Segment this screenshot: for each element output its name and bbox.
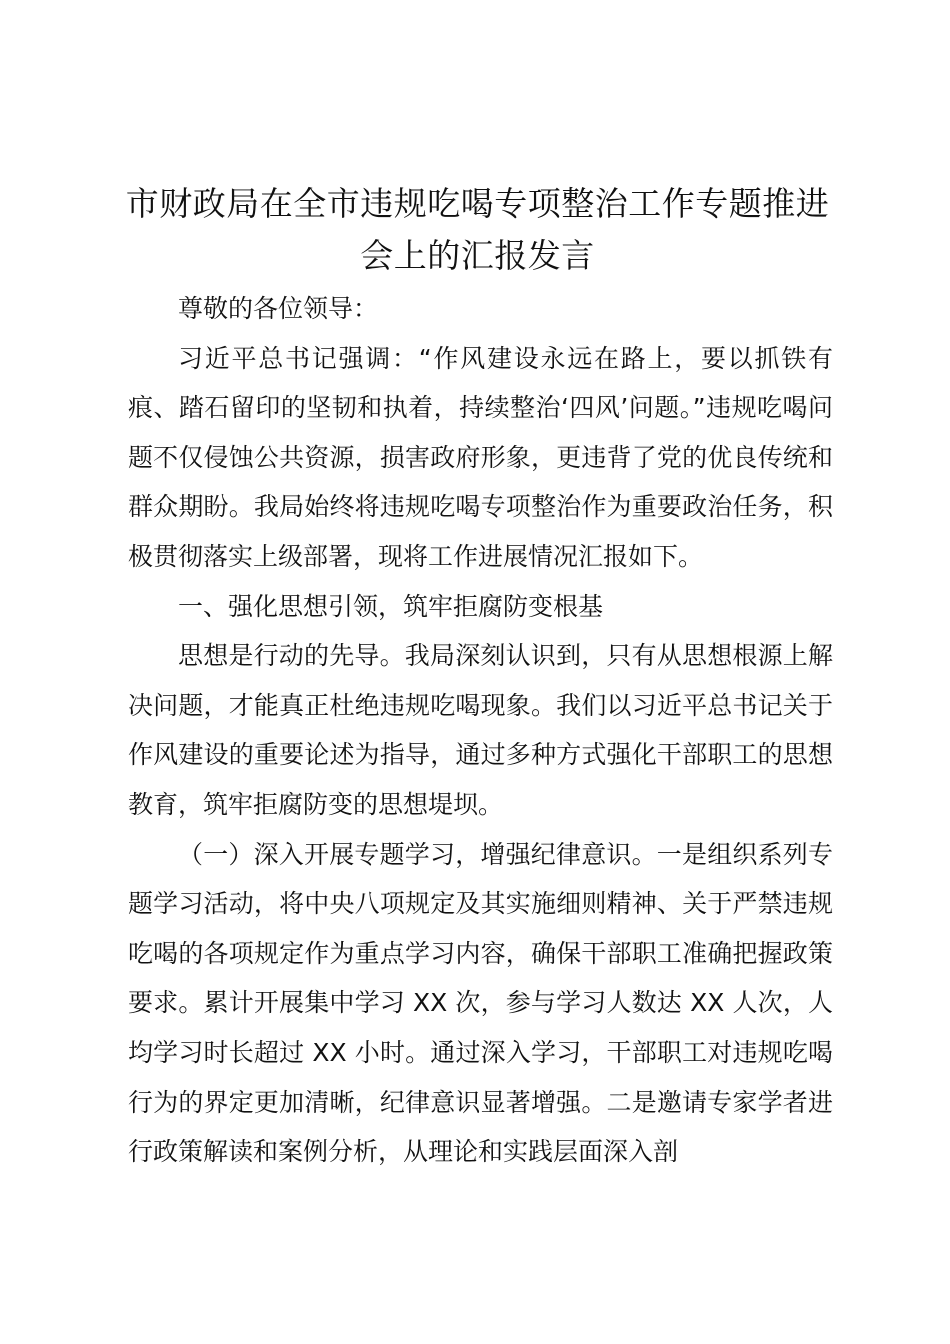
intro-paragraph: 习近平总书记强调：“作风建设永远在路上，要以抓铁有痕、踏石留印的坚韧和执着，持续整治‘四风’问题。”违规吃喝问题不仅侵蚀公共资源，损害政府形象，更违背了党的优良传统和群众期盼。我局始终将违规吃喝专项整治作为重要政治任务，积极贯彻落实上级部署，现将工作进展情况汇报如下。 (128, 343, 833, 571)
document-body (128, 284, 833, 1177)
section-heading: 一、强化思想引领，筑牢拒腐防变根基 (178, 591, 604, 621)
section-paragraph: 思想是行动的先导。我局深刻认识到，只有从思想根源上解决问题，才能真正杜绝违规吃喝现象。我们以习近平总书记关于作风建设的重要论述为指导，通过多种方式强化干部职工的思想教育，筑牢拒腐防变的思想堤坝。 (128, 641, 833, 819)
document-title: 市财政局在全市违规吃喝专项整治工作专题推进会上的汇报发言 (125, 184, 830, 275)
salutation: 尊敬的各位领导： (178, 294, 379, 323)
subsection-paragraph: （一）深入开展专题学习，增强纪律意识。一是组织系列专题学习活动，将中央八项规定及其实施细则精神、关于严禁违规吃喝的各项规定作为重点学习内容，确保干部职工准确把握政策要求。累计开展集中学习 XX 次，参与学习人数达 XX 人次，人均学习时长超过 XX 小时。通过深入学习，干部职工对违规吃喝行为的界定更加清晰，纪律意识显著增强。二是邀请专家学者进行政策解读和案例分析，从理论和实践层面深入剖 (128, 839, 833, 1167)
